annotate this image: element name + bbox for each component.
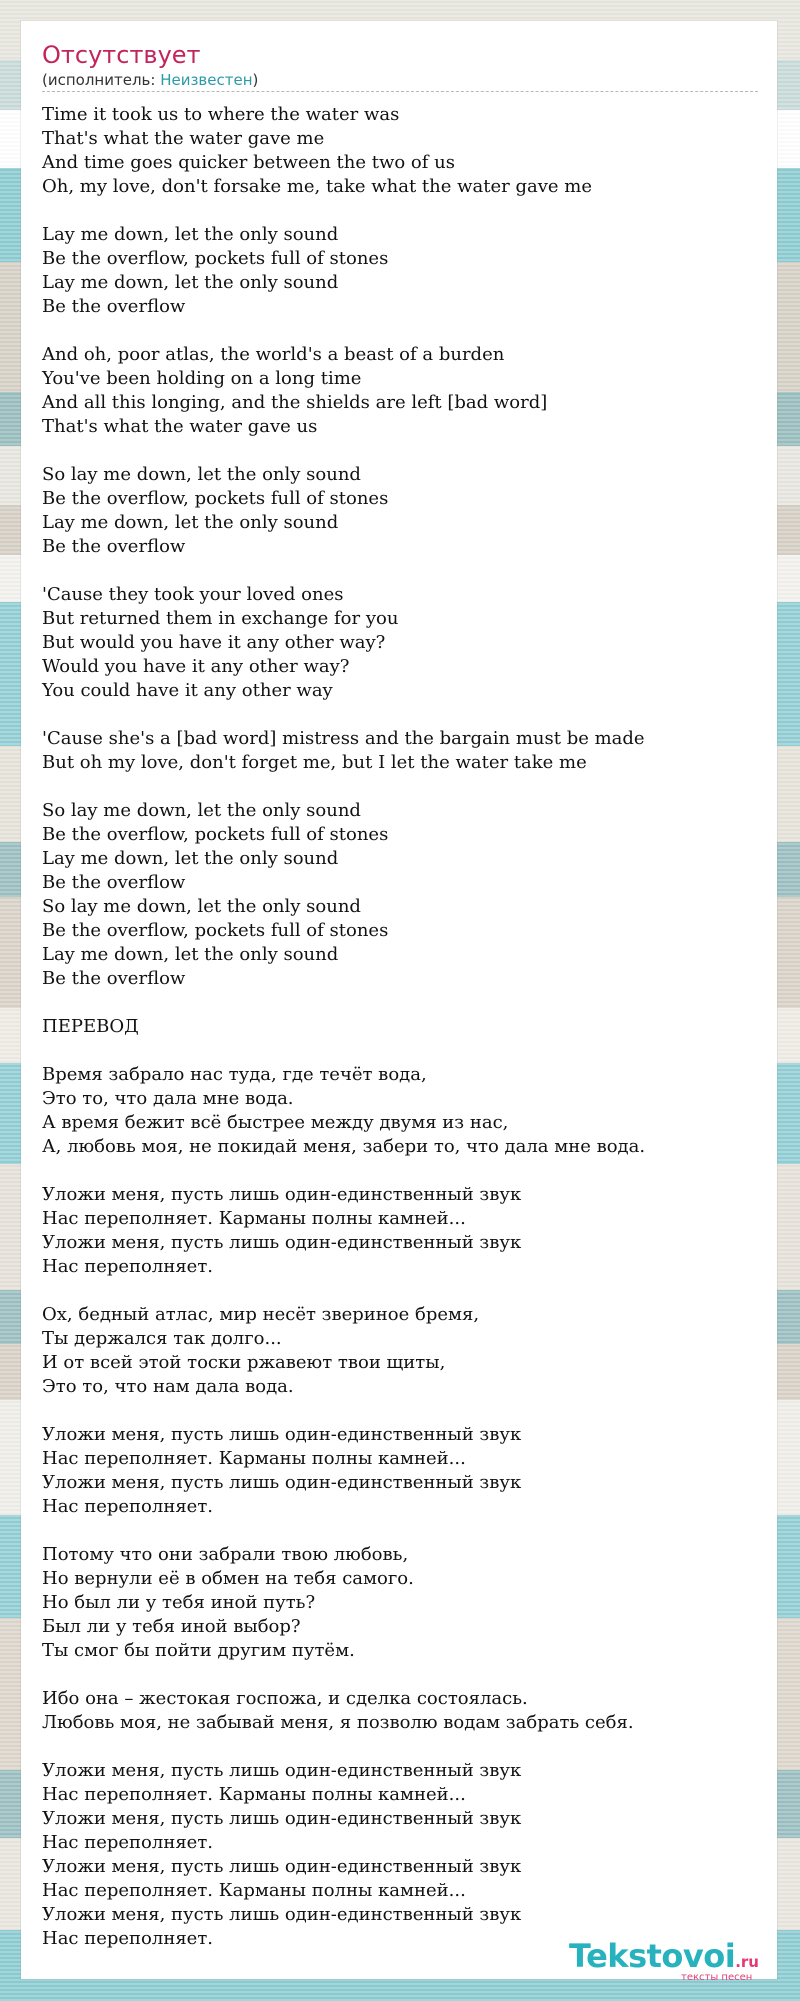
lyrics-card — [21, 21, 777, 1983]
logo-tagline: тексты песен — [681, 1972, 753, 1983]
song-header — [42, 40, 758, 92]
artist-suffix: ) — [252, 71, 259, 89]
artist-link[interactable]: Неизвестен — [160, 71, 253, 89]
lyrics-text: Time it took us to where the water was That's what the water gave me And time goes quicker between the two of us Oh, my love, don't forsake me, take what the water gave me Lay me down, let the only sound Be the overflow, pockets full of stones Lay me down, let the only sound Be the overflow And oh, poor atlas, the world's a beast of a burden You've been holding on a long time And all this longing, and the shields are left [bad word] That's what the water gave us So lay me down, let the only sound Be the overflow, pockets full of stones Lay me down, let the only sound Be the overflow 'Cause they took your loved ones But returned them in exchange for you But would you have it any other way? Would you have it any other way? You could have it any other way 'Cause she's a [bad word] mistress and the bargain must be made But oh my love, don't forget me, but I let the water take me So lay me down, let the only sound Be the overflow, pockets full of stones Lay me down, let the only sound Be the overflow So lay me down, let the only sound Be the overflow, pockets full of stones Lay me down, let the only sound Be the overflow ПЕРЕВОД Время забрало нас туда, где течёт вода, Это то, что дала мне вода. А время бежит всё быстрее между двумя из нас, А, любовь моя, не покидай меня, забери то, что дала мне вода. Уложи меня, пусть лишь один-единственный звук Нас переполняет. Карманы полны камней... Уложи меня, пусть лишь один-единственный звук Нас переполняет. Ох, бедный атлас, мир несёт звериное бремя, Ты держался так долго... И от всей этой тоски ржавеют твои щиты, Это то, что нам дала вода. Уложи меня, пусть лишь один-единственный звук Нас переполняет. Карманы полны камней... Уложи меня, пусть лишь один-единственный звук Нас переполняет. Потому что они забрали твою любовь, Но вернули её в обмен на тебя самого. Но был ли у тебя иной путь? Был ли у тебя иной выбор? Ты смог бы пойти другим путём. Ибо она – жестокая госпожа, и сделка состоялась. Любовь моя, не забывай меня, я позволю водам забрать себя. Уложи меня, пусть лишь один-единственный звук Нас переполняет. Карманы полны камней... Уложи меня, пусть лишь один-единственный звук Нас переполняет. Уложи меня, пусть лишь один-единственный звук Нас переполняет. Карманы полны камней... Уложи меня, пусть лишь один-единственный звук Нас переполняет. — [42, 104, 646, 1949]
logo-name: Tekstovoi — [569, 1937, 736, 1975]
artist-prefix: (исполнитель: — [42, 71, 161, 89]
song-title: Отсутствует — [42, 41, 201, 69]
artist-line — [42, 70, 758, 92]
logo-tld: .ru — [735, 1953, 759, 1971]
site-logo[interactable] — [569, 1938, 791, 1986]
